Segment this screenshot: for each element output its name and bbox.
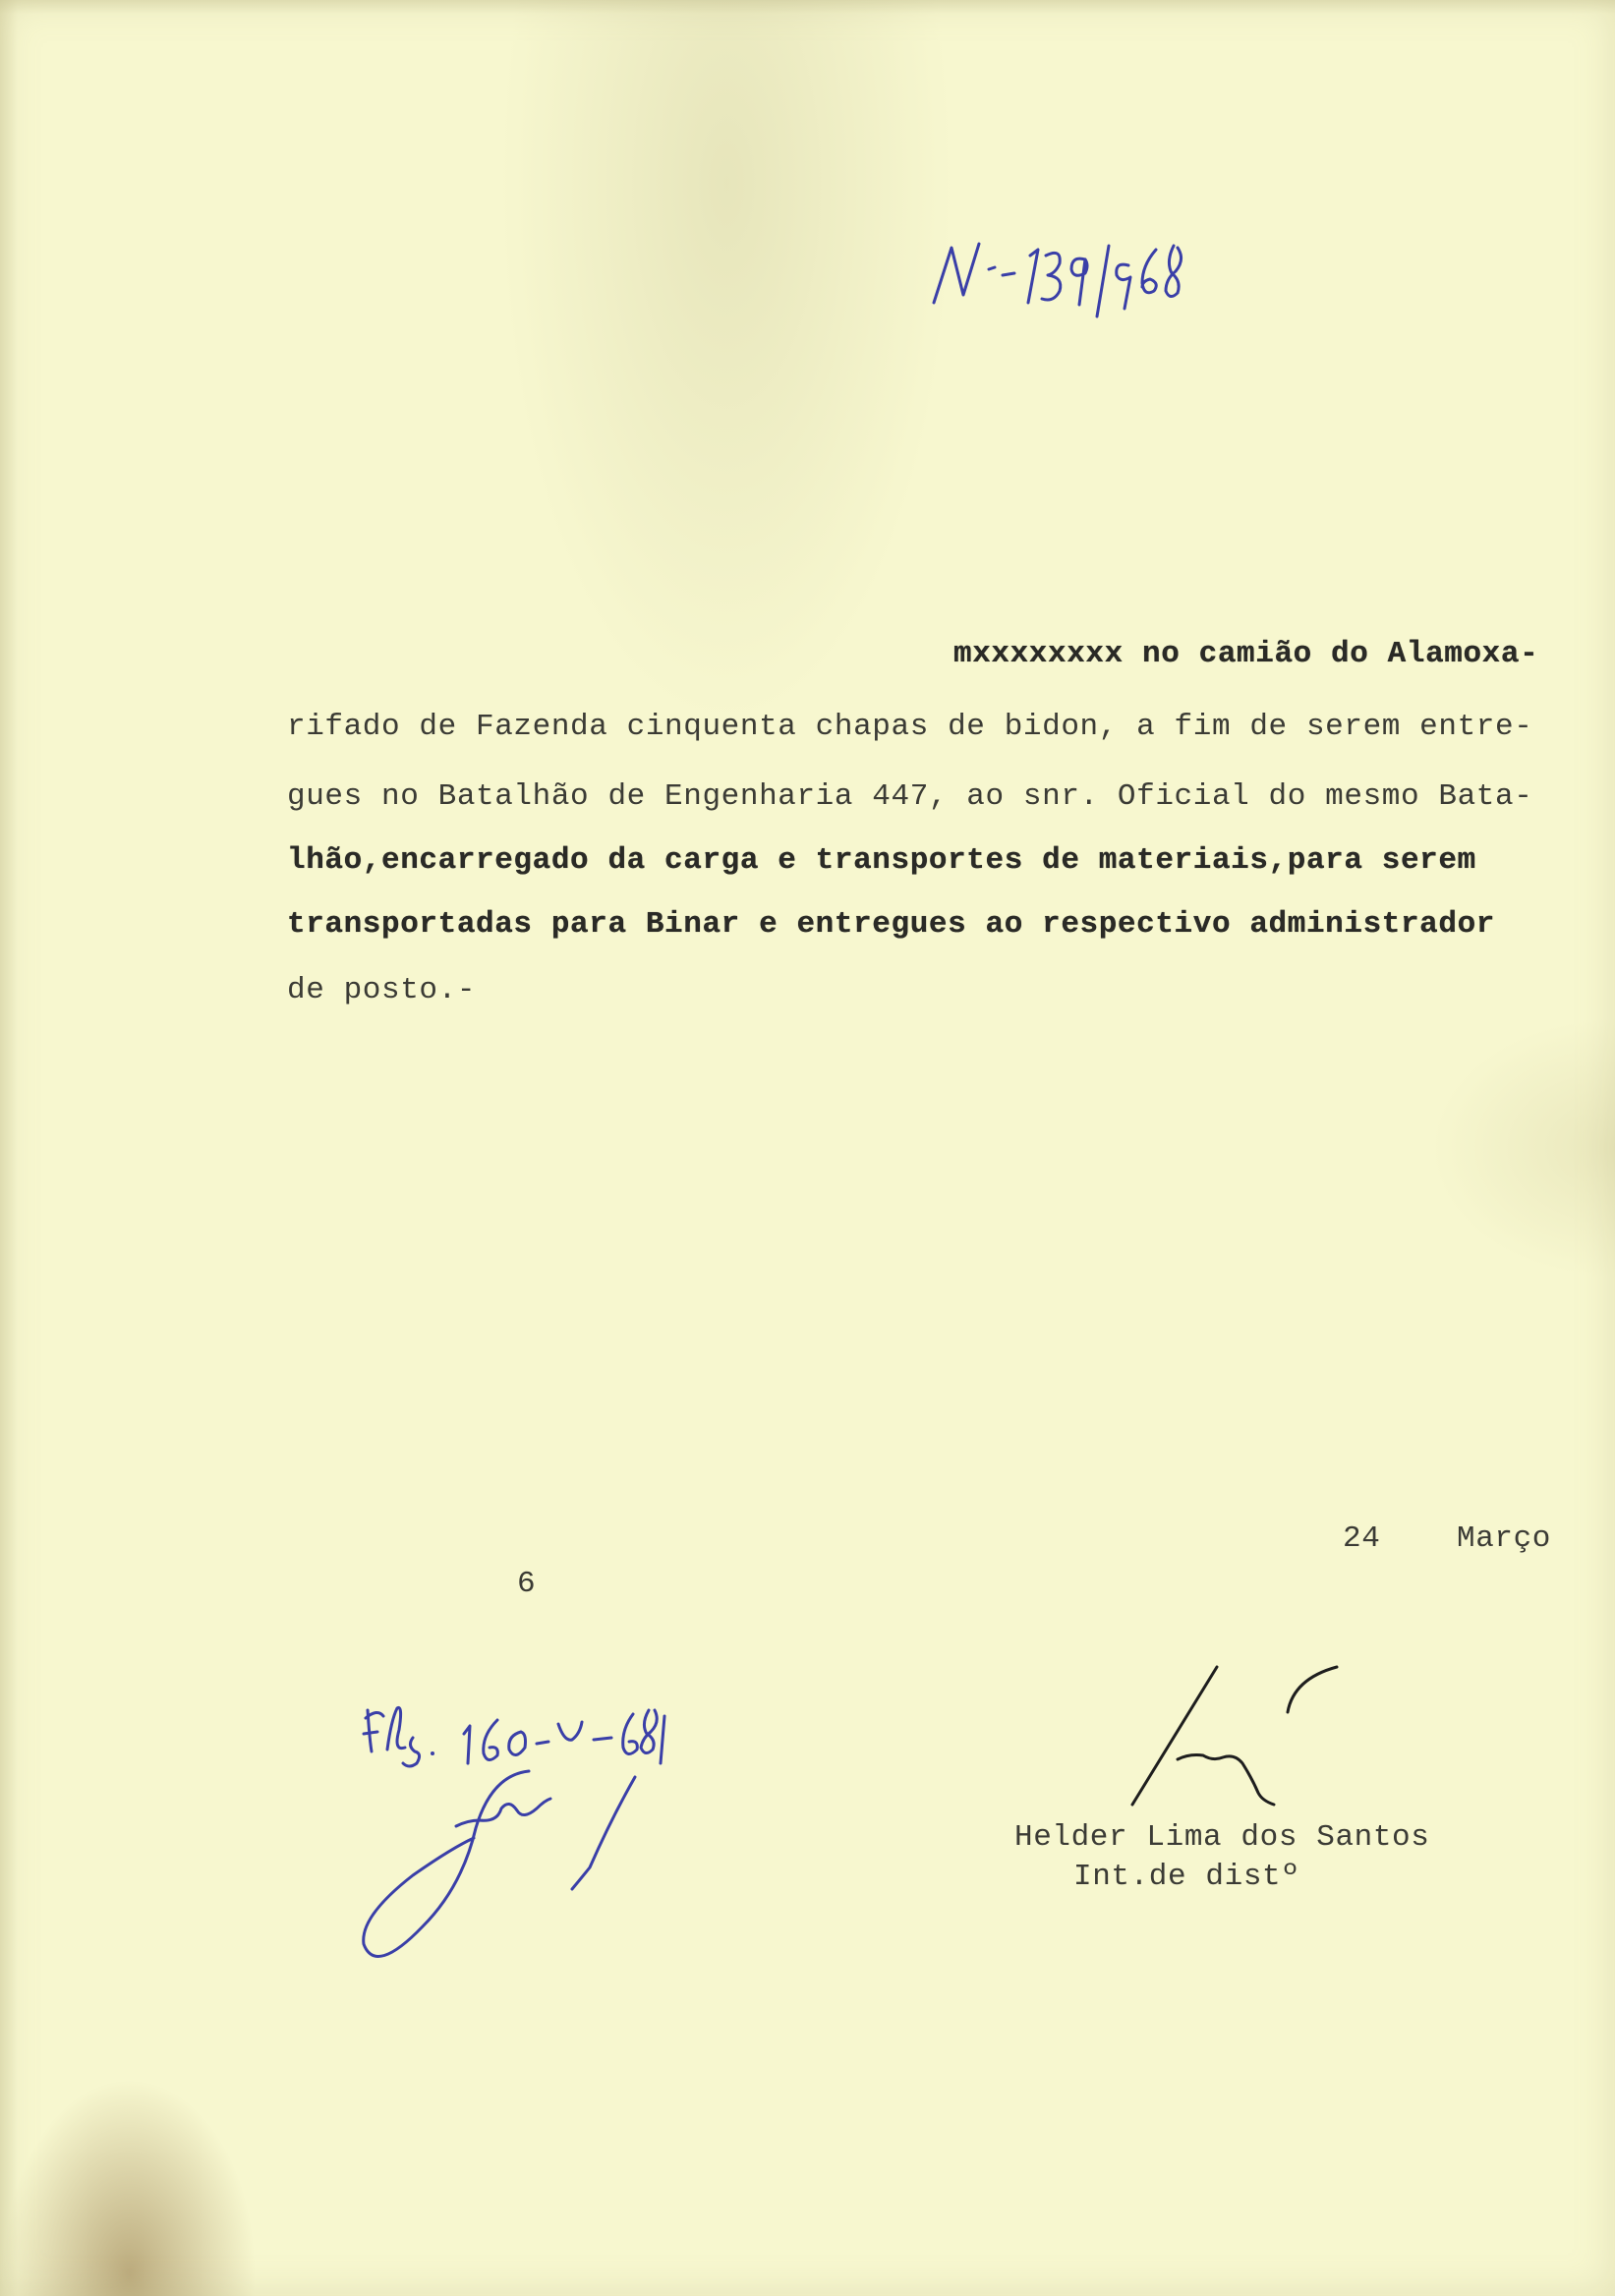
signatory-title: Int.de distº xyxy=(1073,1860,1300,1894)
body-line-2: rifado de Fazenda cinquenta chapas de bidon, a fim de serem entre- xyxy=(287,710,1533,744)
body-line-3: gues no Batalhão de Engenharia 447, ao snr. Oficial do mesmo Bata- xyxy=(287,779,1533,814)
signatory-name: Helder Lima dos Santos xyxy=(1014,1820,1430,1855)
date-month: Março xyxy=(1457,1521,1552,1556)
date-year-fragment: 6 xyxy=(517,1567,537,1601)
signature xyxy=(1121,1661,1356,1818)
body-line-5: transportadas para Binar e entregues ao respectivo administrador xyxy=(287,907,1495,942)
body-line-4: lhão,encarregado da carga e transportes de materiais,para serem xyxy=(287,843,1476,878)
body-line-1: mxxxxxxxx no camião do Alamoxa- xyxy=(953,637,1539,671)
date-day: 24 xyxy=(1343,1521,1381,1556)
reference-number-handwritten xyxy=(924,226,1239,324)
body-line-6: de posto.- xyxy=(287,973,477,1007)
handwritten-annotation xyxy=(354,1691,727,1966)
